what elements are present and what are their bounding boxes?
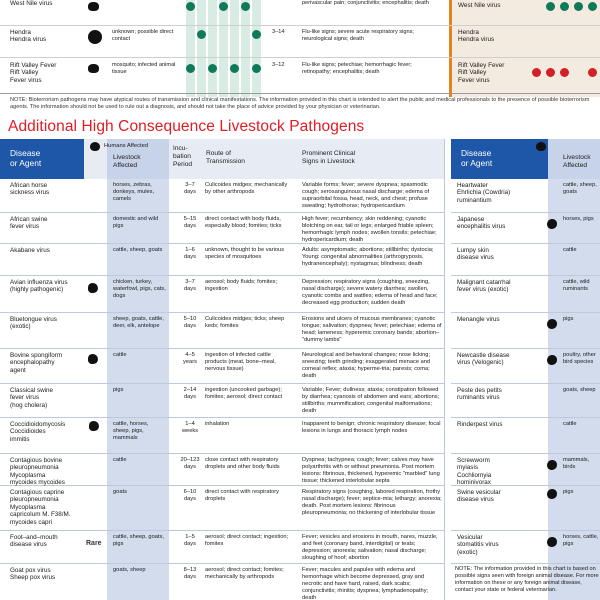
clinical-signs: Inapparent to benign; chronic respiratory disease; focal lesions in lungs and thoracic lymph nodes <box>302 421 441 434</box>
top-row-incubation: 3–12 <box>272 62 285 68</box>
route-of-transmission: aerosol; direct contact; fomites; mechanically by arthropods <box>205 567 284 580</box>
right-table-row <box>451 418 600 454</box>
livestock-affected: horses, zebras, donkeys, mules, camels <box>113 182 155 202</box>
clinical-signs: Depression; respiratory signs (coughing, sneezing, nasal discharge); severe watery diarrhea; swollen, cyanotic combs and wattles; edema of head and face; decreased egg production; sudden death <box>302 279 438 306</box>
clinical-signs: Fever; macules and papules with edema and hemorrhage which become depressed, gray and necrotic and have hard, raised, dark scabs; conjunctivitis; rhinitis; dyspnea; lymphadenopathy; death <box>302 567 429 600</box>
route-of-transmission: close contact with respiratory droplets and other body fluids <box>205 457 280 470</box>
table-row <box>0 564 444 600</box>
disease-name: Classical swine fever virus (hog cholera) <box>10 387 54 409</box>
right-table-row <box>451 179 600 213</box>
disease-name: Menangle virus <box>457 316 500 323</box>
indicator-dot <box>588 2 597 11</box>
top-row <box>0 26 600 58</box>
disease-name: Peste des petits ruminants virus <box>457 387 502 402</box>
incubation-period: 4–5 years <box>183 352 197 365</box>
right-note: NOTE: The information provided in this chart is based on possible signs seen with foreign animal disease. For more information on these or any foreign animal disease, contact your state or federal veterinarian. <box>455 566 599 593</box>
header-route: Route of Transmission <box>206 150 245 165</box>
table-row <box>0 486 444 531</box>
table-row <box>0 244 444 276</box>
incubation-period: 1–4 weeks <box>181 421 199 434</box>
livestock-affected: cattle, horses, sheep, pigs, mammals <box>113 421 149 441</box>
livestock-affected: chicken, turkey, waterfowl, pigs, cats, dogs <box>113 279 166 299</box>
indicator-dot <box>560 68 569 77</box>
human-affected-icon <box>547 319 557 329</box>
human-affected-icon <box>88 283 98 293</box>
route-of-transmission: aerosol; direct contact; ingestion; fomites <box>205 534 289 547</box>
livestock-affected: pigs <box>113 387 124 393</box>
disease-name: Contagious bovine pleuropneumonia Mycoplasma mycoides mycoides <box>10 457 65 487</box>
livestock-affected: cattle <box>563 421 577 427</box>
right-table-row <box>451 244 600 276</box>
indicator-dot <box>208 64 217 73</box>
indicator-dot <box>574 2 583 11</box>
incubation-period: 5–15 days <box>183 216 197 229</box>
livestock-affected: goats, sheep <box>113 567 146 573</box>
clinical-signs: Dyspnea; tachypnea; cough; fever; calves may have polyarthritis with or without pneumonia. Post mortem lesions: fibrinous, thickened, hyperemic "marbled" lung tissue; thickened interlobular septa <box>302 457 440 484</box>
human-affected-icon <box>547 537 557 547</box>
mosquito-icon <box>88 2 99 11</box>
human-affected-icon <box>547 489 557 499</box>
route-of-transmission: inhalation <box>205 421 230 427</box>
header-right-disease: Disease or Agent <box>451 139 548 179</box>
livestock-affected: horses, pigs <box>563 216 594 222</box>
indicator-dot <box>252 30 261 39</box>
livestock-affected: cattle, sheep, goats <box>563 182 597 195</box>
header-right-livestock: Livestock Affected <box>563 154 591 169</box>
route-of-transmission: Culicoides midges; mechanically by other arthropods <box>205 182 288 195</box>
right-table-row <box>451 313 600 349</box>
table-row <box>0 276 444 313</box>
disease-name: Akabane virus <box>10 247 50 254</box>
livestock-affected: cattle <box>563 247 577 253</box>
right-table-row <box>451 531 600 564</box>
right-table-row <box>451 454 600 486</box>
header-disease: Disease or Agent <box>0 139 84 179</box>
header-livestock-affected: Livestock Affected <box>113 154 141 169</box>
disease-name: African horse sickness virus <box>10 182 50 197</box>
top-row-signs: Flu-like signs; severe acute respiratory signs; neurological signs; death <box>302 29 414 42</box>
disease-name: Rinderpest virus <box>457 421 503 428</box>
top-row <box>0 0 600 26</box>
disease-name: Swine vesicular disease virus <box>457 489 501 504</box>
disease-name: Contagious caprine pleuropneumonia Mycoplasma capricolum M. F38/M. mycoides capri <box>10 489 71 526</box>
human-icon <box>90 142 100 151</box>
indicator-dot <box>241 2 250 11</box>
top-row <box>0 58 600 94</box>
section-title: Additional High Consequence Livestock Pathogens <box>8 118 365 135</box>
indicator-dot <box>546 2 555 11</box>
disease-name: Avian influenza virus (highly pathogenic) <box>10 279 68 294</box>
human-affected-icon <box>88 354 98 364</box>
livestock-affected: cattle <box>113 352 127 358</box>
disease-name: Bluetongue virus (exotic) <box>10 316 57 331</box>
table-row <box>0 384 444 418</box>
indicator-dot <box>546 68 555 77</box>
incubation-period: 1–5 days <box>183 534 196 547</box>
clinical-signs: Erosions and ulcers of mucous membranes; cyanotic tongue; salivation; dyspnea; fever; petechiae; edema of head; lameness; hyperemic coronary bands; abortion– "dummy lambs" <box>302 316 442 343</box>
incubation-period: 20–123 days <box>180 457 200 470</box>
route-of-transmission: direct contact with respiratory droplets <box>205 489 279 502</box>
livestock-affected: pigs <box>563 316 574 322</box>
route-of-transmission: direct contact with body fluids, especially blood; fomites; ticks <box>205 216 282 229</box>
livestock-affected: poultry, other bird species <box>563 352 596 365</box>
disease-name: Foot–and–mouth disease virus <box>10 534 58 549</box>
human-affected-icon <box>547 219 557 229</box>
livestock-affected: cattle, wild ruminants <box>563 279 590 292</box>
indicator-dot <box>219 2 228 11</box>
clinical-signs: Variable forms; fever; severe dyspnea; spasmodic cough; serosanguinous nasal discharge; edema of supraorbital fossa, head, neck, and chest; profuse sweating; hydrothorax; hydropericardium <box>302 182 430 209</box>
indicator-dot <box>186 64 195 73</box>
incubation-period: 5–10 days <box>183 316 197 329</box>
human-affected-icon <box>547 355 557 365</box>
bat-icon <box>88 30 102 44</box>
indicator-dot <box>197 30 206 39</box>
indicator-dot <box>560 2 569 11</box>
incubation-period: 3–7 days <box>183 182 196 195</box>
livestock-affected: sheep, goats, cattle, deer, elk, antelope <box>113 316 164 329</box>
right-table-row <box>451 384 600 418</box>
human-affected-icon <box>89 421 99 431</box>
top-row-disease: West Nile virus <box>10 0 53 7</box>
incubation-period: 1–6 days <box>183 247 196 260</box>
human-affected-icon <box>547 460 557 470</box>
clinical-signs: Adults: asymptomatic; abortions; stillbirths; dystocia; Young: congenital abnormalities (arthrogryposis, hydranencephaly); nystagmus; blindness; death <box>302 247 434 267</box>
disease-name: Japanese encephalitis virus <box>457 216 506 231</box>
incubation-period: 3–7 days <box>183 279 196 292</box>
disease-name: Lumpy skin disease virus <box>457 247 494 262</box>
disclaimer-note: NOTE: Bioterrorism pathogens may have atypical routes of transmission and clinical manifestations. The information provided in this chart is intended to alert the public and medical professionals to the presence of possible bioterrorism agents. The information should not be used to rule out a diagnosis, and should not take the place of advice provided by your physician or veterinarian. <box>10 97 590 110</box>
top-row-right-disease: Rift Valley Fever Rift Valley Fever virus <box>458 62 505 84</box>
incubation-period: 8–13 days <box>183 567 197 580</box>
table-gutter <box>444 139 451 600</box>
clinical-signs: High fever; recumbency; skin reddening; cyanotic blotching on ear, tail or legs; enlarged friable spleen; hemorrhagic lymph nodes; swollen tonsils; petechiae; hydropericardium; death <box>302 216 437 243</box>
top-row-disease: Hendra Hendra virus <box>10 29 47 44</box>
header-signs: Prominent Clinical Signs in Livestock <box>302 150 356 165</box>
mosquito-icon <box>88 64 99 73</box>
livestock-affected: cattle <box>113 457 127 463</box>
route-of-transmission: aerosol; body fluids; fomites; ingestion <box>205 279 278 292</box>
incubation-period: 6–10 days <box>183 489 197 502</box>
top-row-right-disease: West Nile virus <box>458 2 501 9</box>
right-table-row <box>451 213 600 244</box>
livestock-affected: cattle, sheep, goats, pigs <box>113 534 164 547</box>
rare-label: Rare <box>86 540 102 547</box>
top-row-disease: Rift Valley Fever Rift Valley Fever virus <box>10 62 57 84</box>
livestock-affected: goats <box>113 489 127 495</box>
right-table-row <box>451 349 600 384</box>
table-row <box>0 531 444 564</box>
route-of-transmission: unknown, thought to be various species of mosquitoes <box>205 247 285 260</box>
disease-name: Coccidioidomycosis Coccidioides immitis <box>10 421 66 443</box>
table-row <box>0 418 444 454</box>
clinical-signs: Variable; Fever; dullness; ataxia; constipation followed by diarrhea; cyanosis of abdomen and ears; abortions; stillbirths; mummification; congenital malformations; death <box>302 387 440 414</box>
disease-name: Heartwater Ehrlichia (Cowdria) ruminantium <box>457 182 511 204</box>
human-icon <box>536 142 546 151</box>
top-row-signs: perivascular pain; conjunctivitis; encephalitis; death <box>302 0 429 6</box>
indicator-dot <box>532 68 541 77</box>
disease-name: African swine fever virus <box>10 216 48 231</box>
incubation-period: 2–14 days <box>183 387 197 400</box>
table-row <box>0 313 444 349</box>
route-of-transmission: ingestion of infected cattle products (meat, bone–meal, nervous tissue) <box>205 352 276 372</box>
clinical-signs: Neurological and behavioral changes; nose licking; sneezing; teeth grinding; exaggerated menace and corneal reflex; ataxia; hyperme-tria; paresis; coma; death <box>302 352 431 379</box>
table-row <box>0 454 444 486</box>
right-table-row <box>451 486 600 531</box>
indicator-dot <box>230 64 239 73</box>
right-table-row <box>451 276 600 313</box>
livestock-affected: goats, sheep <box>563 387 596 393</box>
table-row <box>0 179 444 213</box>
disease-name: Bovine spongiform encephalopathy agent <box>10 352 63 374</box>
header-incubation: Incu- bation Period <box>173 145 193 168</box>
top-row-transmission: unknown; possible direct contact <box>112 29 174 42</box>
indicator-dot <box>252 64 261 73</box>
disease-name: Screwworm myiasis Cochliomyia hominivorax <box>457 457 492 487</box>
top-row-incubation: 3–14 <box>272 29 285 35</box>
disease-name: Goat pox virus Sheep pox virus <box>10 567 56 582</box>
disease-name: Newcastle disease virus (Velogenic) <box>457 352 510 367</box>
header-humans-affected: Humans Affected <box>104 143 149 149</box>
livestock-affected: horses, cattle, pigs <box>563 534 599 547</box>
top-row-transmission: mosquito; infected animal tissue <box>112 62 176 75</box>
livestock-affected: domestic and wild pigs <box>113 216 159 229</box>
table-row <box>0 349 444 384</box>
disease-name: Malignant catarrhal fever virus (exotic) <box>457 279 511 294</box>
livestock-affected: pigs <box>563 489 574 495</box>
livestock-affected: cattle, sheep, goats <box>113 247 163 253</box>
route-of-transmission: Culicoides midges; ticks; sheep keds; fomites <box>205 316 285 329</box>
route-of-transmission: ingestion (uncooked garbage); fomites; aerosol; direct contact <box>205 387 283 400</box>
top-row-right-disease: Hendra Hendra virus <box>458 29 495 44</box>
table-row <box>0 213 444 244</box>
disease-name: Vesicular stomatitis virus (exotic) <box>457 534 499 556</box>
livestock-affected: mammals, birds <box>563 457 590 470</box>
top-row-signs: Flu-like signs; petechiae; hemorrhagic fever; retinopathy; encephalitis; death <box>302 62 412 75</box>
indicator-dot <box>588 68 597 77</box>
indicator-dot <box>186 2 195 11</box>
clinical-signs: Fever; vesicles and erosions in mouth, nares, muzzle, and feet (coronary band, interdigital) or teats; depression; anorexia; salivation; nasal discharge; sloughing of hoof; abortion <box>302 534 438 561</box>
clinical-signs: Respiratory signs (coughing, labored respiration, frothy nasal discharge); fever; septice-mia; lethargy; anorexia; death. Post mortem lesions: fibrinous pleuropneumonia; no thickening of interlobular tissue <box>302 489 442 516</box>
